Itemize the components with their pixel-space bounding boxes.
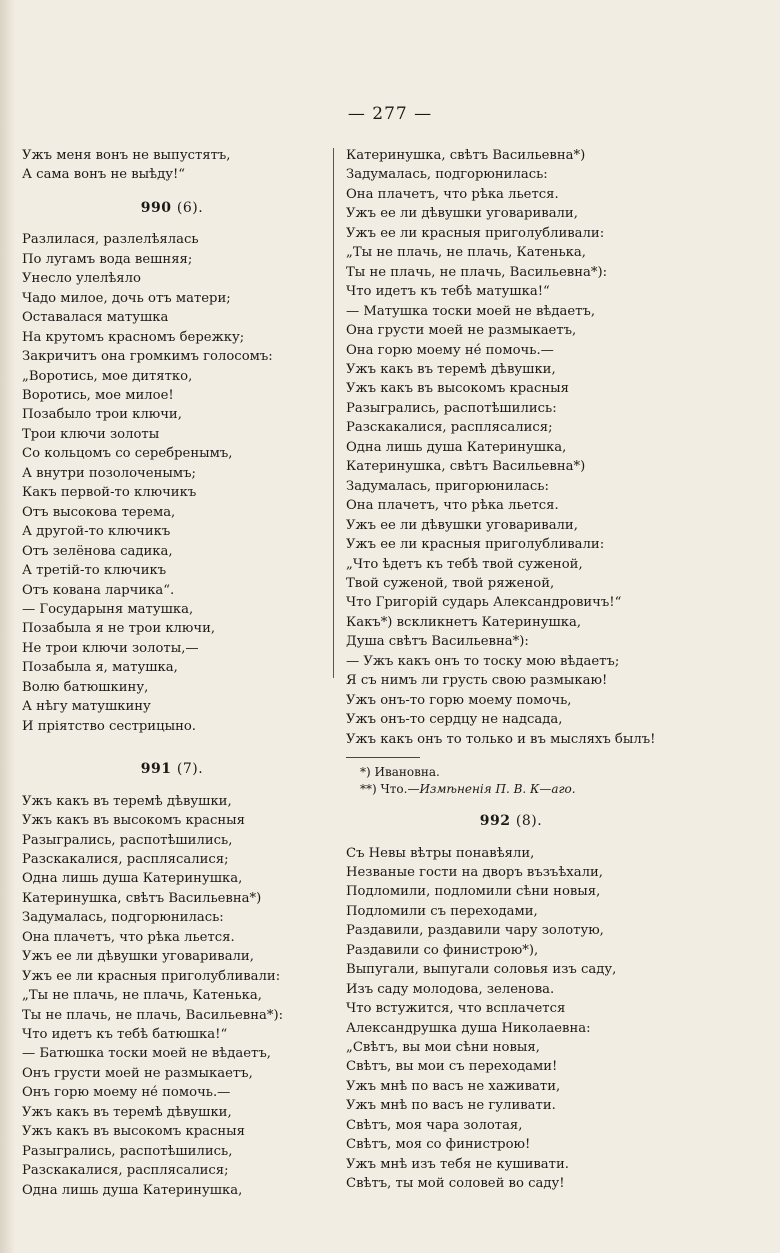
verse-line: Твой суженой, твой ряженой, <box>346 575 555 591</box>
verse-line: Свѣтъ, ты мой соловей во саду! <box>346 1176 565 1192</box>
verse-line: „Ты не плачь, не плачь, Катенька, <box>346 245 586 261</box>
verse-line: А третій-то ключикъ <box>22 563 167 579</box>
verse-line: Разыгрались, распотѣшились, <box>22 832 233 848</box>
verse-line: По лугамъ вода вешняя; <box>22 251 193 267</box>
verse-line: Ужъ ее ли красныя приголубливали: <box>346 225 605 241</box>
poem-subnumber: (8). <box>515 813 543 830</box>
verse-line: Онъ горю моему не́ помочь.— <box>22 1085 231 1101</box>
verse-line: Онъ грусти моей не размыкаетъ, <box>22 1065 253 1081</box>
verse-line: — Ужъ какъ онъ то тоску мою вѣдаетъ; <box>346 653 620 669</box>
verse-line: Душа свѣтъ Васильевна*): <box>346 634 529 650</box>
verse-line: Ужъ онъ-то сердцу не надсада, <box>346 712 563 728</box>
footnote-source: Измѣненія П. В. К—аго. <box>419 782 576 797</box>
verse-line: Разыгрались, распотѣшились: <box>346 400 557 416</box>
page-number: — 277 — <box>347 104 433 124</box>
left-column <box>22 146 322 1200</box>
verse-line: Александрушка душа Николаевна: <box>346 1020 591 1036</box>
verse-line: Волю батюшкину, <box>22 679 149 695</box>
verse-line: Свѣтъ, моя чара золотая, <box>346 1117 523 1133</box>
verse-line: Что Григорій сударь Александровичъ!“ <box>346 595 622 611</box>
verse-line: Свѣтъ, вы мои съ переходами! <box>346 1059 558 1075</box>
verse-line: Ужъ меня вонъ не выпустятъ, <box>22 148 231 163</box>
verse-line: Одна лишь душа Катеринушка, <box>346 439 567 455</box>
poem-body-991 <box>22 792 322 1201</box>
verse-line: Чадо милое, дочь отъ матери; <box>22 290 231 306</box>
verse-line: Разскакалися, расплясалися; <box>22 1163 229 1179</box>
verse-line: Отъ зелёнова садика, <box>22 543 173 559</box>
verse-line: Съ Невы вѣтры понавѣяли, <box>346 845 535 861</box>
poem-heading-992 <box>346 812 676 831</box>
verse-line: Унесло улелѣяло <box>22 271 141 287</box>
right-column <box>346 146 676 1194</box>
verse-line: Ужъ ее ли красныя приголубливали: <box>346 537 605 553</box>
verse-line: — Матушка тоски моей не вѣдаетъ, <box>346 303 596 319</box>
poem-number: 991 <box>140 761 172 778</box>
verse-line: А внутри позолоченымъ; <box>22 465 196 481</box>
verse-line: Отъ высокова терема, <box>22 504 176 520</box>
verse-line: Задумалась, подгорюнилась: <box>22 910 224 926</box>
verse-line: Разыгрались, распотѣшились, <box>22 1143 233 1159</box>
verse-line: И пріятство сестрицыно. <box>22 718 196 734</box>
verse-line: Отъ кована ларчика“. <box>22 582 175 598</box>
verse-line: „Что ѣдетъ къ тебѣ твой суженой, <box>346 556 583 572</box>
verse-line: Какъ первой-то ключикъ <box>22 485 197 501</box>
verse-line: А другой-то ключикъ <box>22 524 171 540</box>
verse-line: Она горю моему не́ помочь.— <box>346 342 554 358</box>
verse-line: Ужъ ее ли дѣвушки уговаривали, <box>22 949 254 965</box>
footnote <box>346 781 676 798</box>
footnote-text: Что.— <box>380 782 420 797</box>
verse-line: Ужъ ее ли красныя приголубливали: <box>22 968 281 984</box>
verse-line: Ужъ мнѣ по васъ не гуливати. <box>346 1098 556 1114</box>
verse-line: Какъ*) вскликнетъ Катеринушка, <box>346 614 582 630</box>
verse-line: Задумалась, подгорюнилась: <box>346 167 548 183</box>
verse-line: Не трои ключи золоты,— <box>22 640 199 656</box>
verse-line: Ужъ какъ въ высокомъ красныя <box>346 381 569 397</box>
verse-line: Что идетъ къ тебѣ батюшка!“ <box>22 1027 228 1043</box>
verse-line: Ужъ ее ли дѣвушки уговаривали, <box>346 517 578 533</box>
verse-line: Ты не плачь, не плачь, Васильевна*): <box>346 264 608 280</box>
verse-line: Ужъ ее ли дѣвушки уговаривали, <box>346 206 578 222</box>
verse-line: Одна лишь душа Катеринушка, <box>22 1182 243 1198</box>
verse-line: Что встужится, что всплачется <box>346 1001 566 1017</box>
verse-line: Она плачетъ, что рѣка льется. <box>346 186 559 202</box>
verse-line: Разскакалися, расплясалися; <box>22 851 229 867</box>
verse-line: Она плачетъ, что рѣка льется. <box>22 929 235 945</box>
verse-line: Ужъ какъ въ теремѣ дѣвушки, <box>22 1104 232 1120</box>
verse-line: Ужъ какъ въ высокомъ красныя <box>22 1124 245 1140</box>
poem-body-992 <box>346 844 676 1194</box>
poem-heading-990 <box>22 199 322 218</box>
column-divider <box>333 148 334 678</box>
verse-line: Ужъ онъ-то горю моему помочь, <box>346 692 572 708</box>
verse-line: А нѣгу матушкину <box>22 699 151 715</box>
verse-line: Позабыло трои ключи, <box>22 407 182 423</box>
footnote-mark: *) <box>360 765 375 780</box>
verse-line: Раздавили со финистрою*), <box>346 942 539 958</box>
verse-line: Одна лишь душа Катеринушка, <box>22 871 243 887</box>
verse-line: Подломили, подломили сѣни новыя, <box>346 884 601 900</box>
verse-line: Ужъ какъ онъ то только и въ мысляхъ былъ! <box>346 731 656 747</box>
verse-line: Задумалась, пригорюнилась: <box>346 478 549 494</box>
footnote-text: Ивановна. <box>374 765 440 780</box>
page-gutter-shadow <box>0 0 14 1253</box>
verse-line: Катеринушка, свѣтъ Васильевна*) <box>22 890 262 906</box>
poem-subnumber: (7). <box>176 761 204 778</box>
verse-line: Со кольцомъ со серебренымъ, <box>22 446 233 462</box>
footnote-rule <box>346 757 420 758</box>
verse-line: Ужъ какъ въ теремѣ дѣвушки, <box>22 793 232 809</box>
footnote-mark: **) <box>360 782 381 797</box>
verse-line: Разлилася, разлелѣялась <box>22 232 199 248</box>
poem-body-990 <box>22 230 322 736</box>
verse-line: „Ты не плачь, не плачь, Катенька, <box>22 988 262 1004</box>
verse-line: Трои ключи золоты <box>22 426 160 442</box>
verse-line: Свѣтъ, моя со финистрою! <box>346 1137 531 1153</box>
verse-line: Подломили съ переходами, <box>346 903 538 919</box>
poem-heading-991 <box>22 760 322 779</box>
verse-line: Ужъ мнѣ изъ тебя не кушивати. <box>346 1156 569 1172</box>
verse-line: Что идетъ къ тебѣ матушка!“ <box>346 284 550 300</box>
verse-line: Ужъ какъ въ высокомъ красныя <box>22 813 245 829</box>
verse-line: Она плачетъ, что рѣка льется. <box>346 498 559 514</box>
verse-line: Ты не плачь, не плачь, Васильевна*): <box>22 1007 284 1023</box>
poem-subnumber: (6). <box>176 199 204 216</box>
continued-verse-991 <box>346 146 676 749</box>
verse-line: Катеринушка, свѣтъ Васильевна*) <box>346 459 586 475</box>
continued-verse <box>22 146 322 185</box>
verse-line: — Батюшка тоски моей не вѣдаетъ, <box>22 1046 271 1062</box>
verse-line: Позабыла я не трои ключи, <box>22 621 216 637</box>
footnote <box>346 764 676 781</box>
verse-line: Ужъ мнѣ по васъ не хаживати, <box>346 1078 561 1094</box>
verse-line: Раздавили, раздавили чару золотую, <box>346 923 604 939</box>
verse-line: Изъ саду молодова, зеленова. <box>346 981 555 997</box>
verse-line: Выпугали, выпугали соловья изъ саду, <box>346 962 617 978</box>
verse-line: Позабыла я, матушка, <box>22 660 178 676</box>
verse-line: „Воротись, мое дитятко, <box>22 368 193 384</box>
verse-line: Незваные гости на дворъ възъѣхали, <box>346 864 603 880</box>
verse-line: Ужъ какъ въ теремѣ дѣвушки, <box>346 361 556 377</box>
verse-line: Катеринушка, свѣтъ Васильевна*) <box>346 148 586 163</box>
footnotes <box>346 764 676 798</box>
verse-line: Разскакалися, расплясалися; <box>346 420 553 436</box>
verse-line: Оставалася матушка <box>22 310 169 326</box>
verse-line: — Государыня матушка, <box>22 601 194 617</box>
poem-number: 992 <box>479 813 511 830</box>
verse-line: Воротись, мое милое! <box>22 387 174 403</box>
verse-line: Она грусти моей не размыкаетъ, <box>346 323 577 339</box>
verse-line: А сама вонъ не выѣду!“ <box>22 167 186 183</box>
verse-line: Я съ нимъ ли грусть свою размыкаю! <box>346 673 608 689</box>
poem-number: 990 <box>140 199 172 216</box>
verse-line: На крутомъ красномъ бережку; <box>22 329 245 345</box>
verse-line: Закричитъ она громкимъ голосомъ: <box>22 349 273 365</box>
verse-line: „Свѣтъ, вы мои сѣни новыя, <box>346 1040 540 1056</box>
